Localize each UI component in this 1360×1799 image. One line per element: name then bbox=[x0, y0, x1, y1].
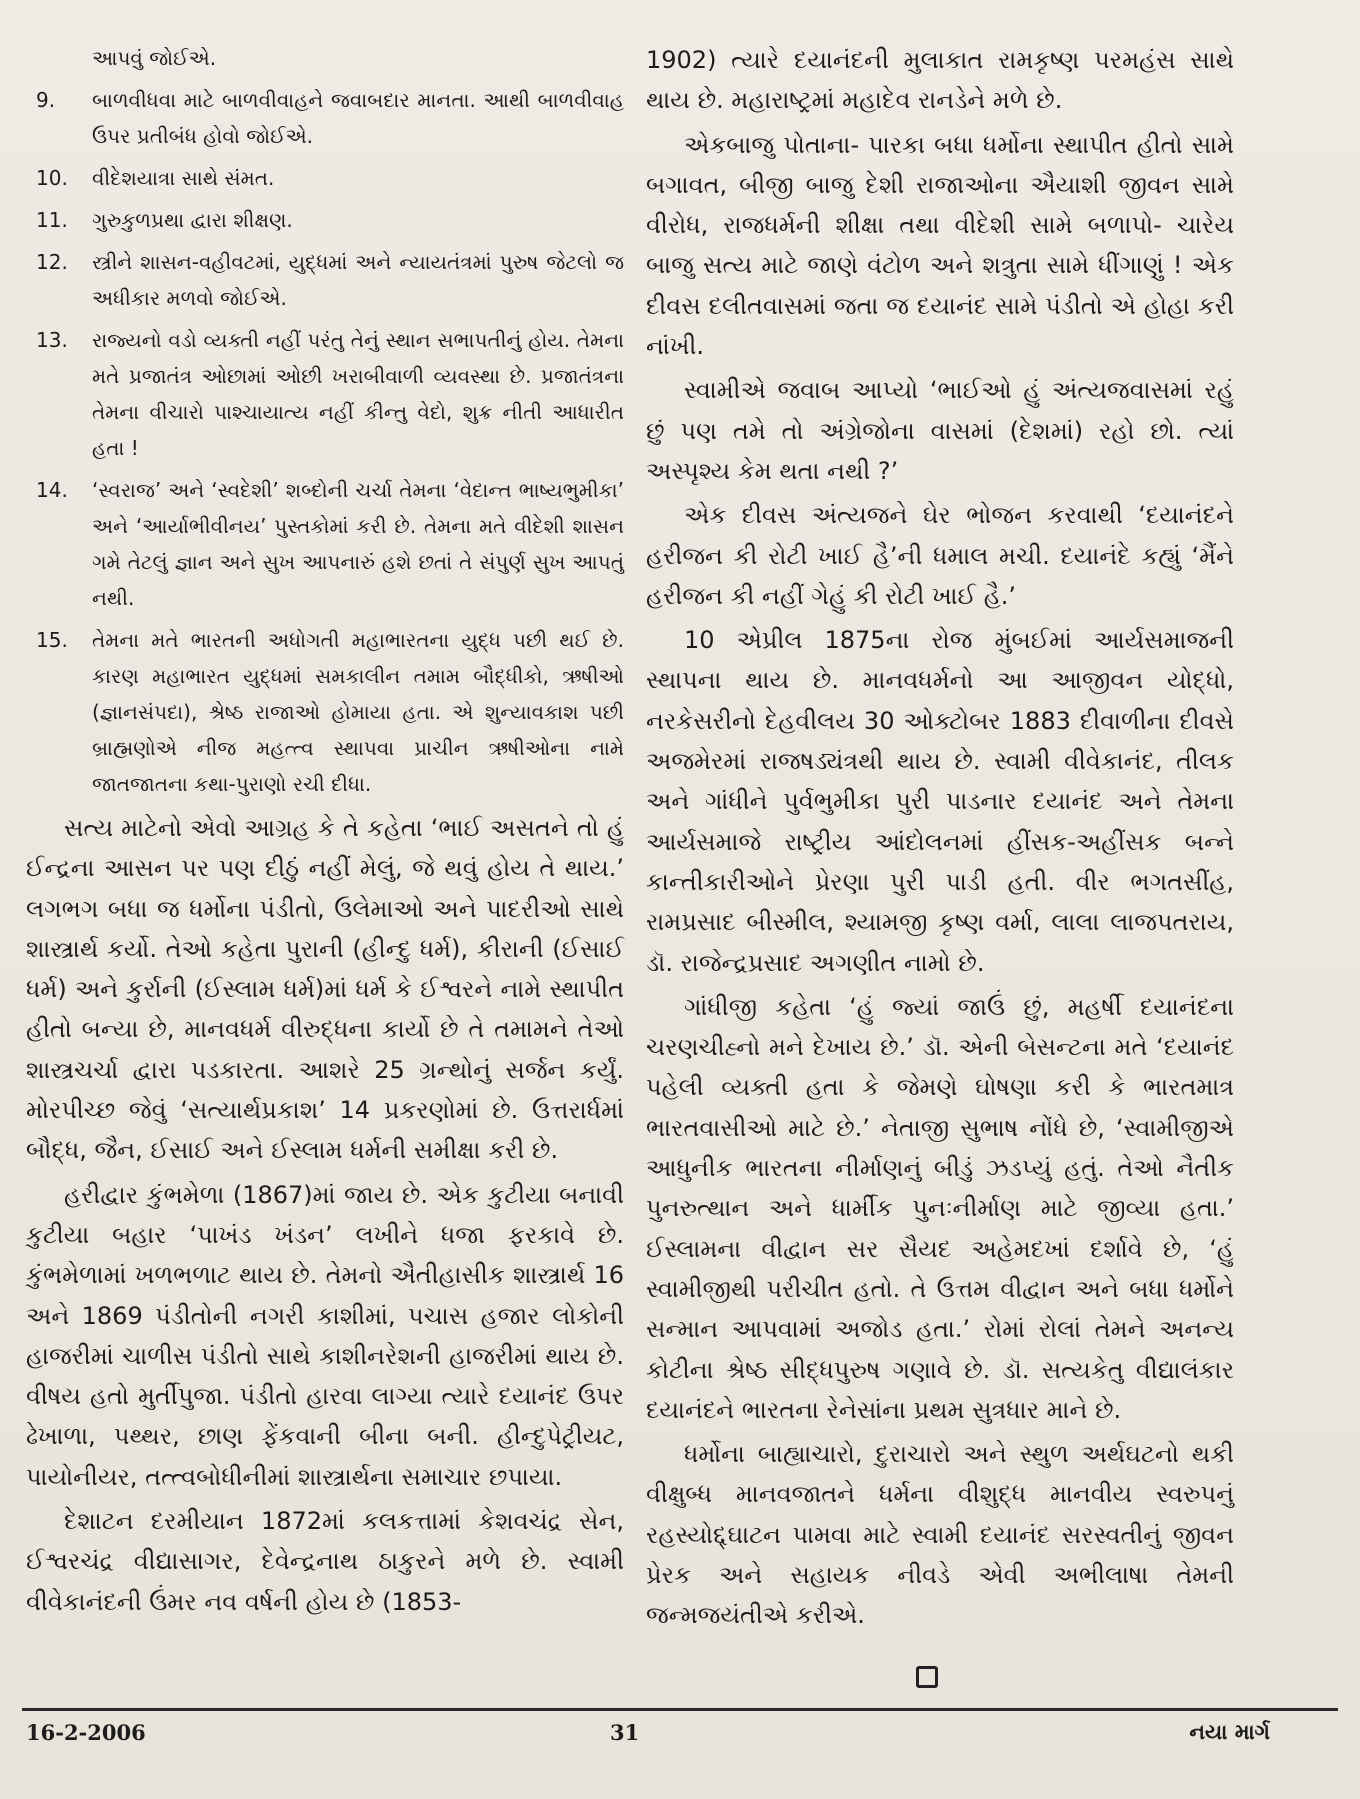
list-item bbox=[26, 622, 624, 802]
body-paragraph: એક દીવસ અંત્યજને ઘેર ભોજન કરવાથી ‘દયાનંદને હરીજન કી રોટી ખાઈ હૈ’ની ધમાલ મચી. દયાનંદે કહ્યું ‘મૈંને હરીજન કી નહીં ગેહું કી રોટી ખાઈ હૈ.’ bbox=[646, 501, 1234, 610]
list-item bbox=[26, 244, 624, 316]
body-paragraph-continuation: 1902) ત્યારે દયાનંદની મુલાકાત રામકૃષ્ણ પરમહંસ સાથે થાય છે. મહારાષ્ટ્રમાં મહાદેવ રાનડેને મળે છે. bbox=[646, 46, 1234, 115]
body-paragraph: ધર્મોના બાહ્યાચારો, દુરાચારો અને સ્થુળ અર્થઘટનો થકી વીક્ષુબ્ધ માનવજાતને ધર્મના વીશુદ્ધ માનવીય સ્વરુપનું રહસ્યોદ્દ્ઘાટન પામવા માટે સ્વામી દયાનંદ સરસ્વતીનું જીવન પ્રેરક અને સહાયક નીવડે એવી અભીલાષા તેમની જન્મજયંતીએ કરીએ. bbox=[646, 1440, 1234, 1630]
publication-name: નયા માર્ગ bbox=[1189, 1720, 1270, 1744]
list-text: વીદેશયાત્રા સાથે સંમત. bbox=[92, 166, 275, 190]
right-column bbox=[646, 40, 1234, 1640]
page-number: 31 bbox=[610, 1720, 640, 1745]
body-paragraph: એકબાજુ પોતાના- પારકા બધા ધર્મોના સ્થાપીત હીતો સામે બગાવત, બીજી બાજુ દેશી રાજાઓના ઐયાશી જીવન સામે વીરોધ, રાજધર્મની શીક્ષા તથા વીદેશી સામે બળાપો- ચારેય બાજુ સત્ય માટે જાણે વંટોળ અને શત્રુતા સામે ધીંગાણું ! એક દીવસ દલીતવાસમાં જતા જ દયાનંદ સામે પંડીતો એ હોહા કરી નાંખી. bbox=[646, 130, 1234, 361]
list-number: 12. bbox=[36, 250, 68, 274]
body-paragraph: 10 એપ્રીલ 1875ના રોજ મુંબઈમાં આર્યસમાજની સ્થાપના થાય છે. માનવધર્મનો આ આજીવન યોદ્ધો, નરકેસરીનો દેહવીલય 30 ઓક્ટોબર 1883 દીવાળીના દીવસે અજમેરમાં રાજષડ્યંત્રથી થાય છે. સ્વામી વીવેકાનંદ, તીલક અને ગાંધીને પુર્વભુમીકા પુરી પાડનાર દયાનંદ અને તેમના આર્યસમાજે રાષ્ટ્રીય આંદોલનમાં હીંસક-અહીંસક બન્ને કાન્તીકારીઓને પ્રેરણા પુરી પાડી હતી. વીર ભગતસીંહ, રામપ્રસાદ બીસ્મીલ, શ્યામજી કૃષ્ણ વર્મા, લાલા લાજપતરાય, ડૉ. રાજેન્દ્રપ્રસાદ અગણીત નામો છે. bbox=[646, 626, 1234, 977]
list-number: 9. bbox=[36, 88, 56, 112]
list-number: 15. bbox=[36, 628, 68, 652]
body-paragraph: સત્ય માટેનો એવો આગ્રહ કે તે કહેતા ‘ભાઈ અસતને તો હું ઈન્દ્રના આસન પર પણ દીઠું નહીં મેલું, જે થવું હોય તે થાય.’ લગભગ બધા જ ધર્મોના પંડીતો, ઉલેમાઓ અને પાદરીઓ સાથે શાસ્ત્રાર્થ કર્યો. તેઓ કહેતા પુરાની (હીન્દુ ધર્મ), કીરાની (ઈસાઈ ધર્મ) અને કુર્રાની (ઈસ્લામ ધર્મ)માં ધર્મ કે ઈશ્વરને નામે સ્થાપીત હીતો બન્યા છે, માનવધર્મ વીરુદ્ધના કાર્યો છે તે તમામને તેઓ શાસ્ત્રચર્ચા દ્વારા પડકારતા. આશરે 25 ગ્રન્થોનું સર્જન કર્યું. મોરપીચ્છ જેવું ‘સત્યાર્થપ્રકાશ’ 14 પ્રકરણોમાં છે. ઉત્તરાર્ધમાં બૌદ્ધ, જૈન, ઈસાઈ અને ઈસ્લામ ધર્મની સમીક્ષા કરી છે. bbox=[26, 814, 624, 1165]
body-paragraph: દેશાટન દરમીયાન 1872માં કલકત્તામાં કેશવચંદ્ર સેન, ઈશ્વરચંદ્ર વીદ્યાસાગર, દેવેન્દ્રનાથ ઠાકુરને મળે છે. સ્વામી વીવેકાનંદની ઉંમર નવ વર્ષની હોય છે (1853- bbox=[26, 1507, 624, 1616]
end-of-article-square-icon bbox=[916, 1666, 938, 1688]
list-item bbox=[26, 82, 624, 154]
list-item bbox=[26, 472, 624, 616]
list-number: 13. bbox=[36, 328, 68, 352]
list-text: તેમના મતે ભારતની અધોગતી મહાભારતના યુદ્ધ પછી થઈ છે. કારણ મહાભારત યુદ્ધમાં સમકાલીન તમામ બૌદ્ધીકો, ઋષીઓ (જ્ઞાનસંપદા), શ્રેષ્ઠ રાજાઓ હોમાયા હતા. એ શુન્યાવકાશ પછી બ્રાહ્મણોએ નીજ મહત્ત્વ સ્થાપવા પ્રાચીન ઋષીઓના નામે જાતજાતના કથા-પુરાણો રચી દીધા. bbox=[92, 628, 624, 796]
footer-divider bbox=[22, 1708, 1338, 1711]
list-text: સ્ત્રીને શાસન-વહીવટમાં, યુદ્ધમાં અને ન્યાયતંત્રમાં પુરુષ જેટલો જ અધીકાર મળવો જોઈએ. bbox=[92, 250, 624, 310]
body-paragraph: સ્વામીએ જવાબ આપ્યો ‘ભાઈઓ હું અંત્યજવાસમાં રહું છું પણ તમે તો અંગ્રેજોના વાસમાં (દેશમાં) રહો છો. ત્યાં અસ્પૃશ્ય કેમ થતા નથી ?’ bbox=[646, 376, 1234, 485]
footer-date: 16-2-2006 bbox=[26, 1720, 146, 1745]
list-text: રાજ્યનો વડો વ્યક્તી નહીં પરંતુ તેનું સ્થાન સભાપતીનું હોય. તેમના મતે પ્રજાતંત્ર ઓછામાં ઓછી ખરાબીવાળી વ્યવસ્થા છે. પ્રજાતંત્રના તેમના વીચારો પાશ્ચાયાત્ય નહીં કીન્તુ વેદો, શુક્ર નીતી આધારીત હતા ! bbox=[92, 328, 624, 460]
list-number: 11. bbox=[36, 208, 68, 232]
list-item bbox=[26, 202, 624, 238]
list-item bbox=[26, 322, 624, 466]
list-number: 14. bbox=[36, 478, 68, 502]
list-text: ગુરુકુળપ્રથા દ્વારા શીક્ષણ. bbox=[92, 208, 293, 232]
list-lead-text: આપવું જોઈએ. bbox=[92, 46, 217, 70]
body-paragraph: ગાંધીજી કહેતા ‘હું જ્યાં જાઉં છું, મહર્ષી દયાનંદના ચરણચીહ્નો મને દેખાય છે.’ ડૉ. એની બેસન્ટના મતે ‘દયાનંદ પહેલી વ્યક્તી હતા કે જેમણે ઘોષણા કરી કે ભારતમાત્ર ભારતવાસીઓ માટે છે.’ નેતાજી સુભાષ નોંધે છે, ‘સ્વામીજીએ આધુનીક ભારતના નીર્માણનું બીડું ઝડપ્યું હતું. તેઓ નૈતીક પુનરુત્થાન અને ધાર્મીક પુનઃનીર્માણ માટે જીવ્યા હતા.’ ઈસ્લામના વીદ્વાન સર સૈયદ અહેમદખાં દર્શાવે છે, ‘હું સ્વામીજીથી પરીચીત હતો. તે ઉત્તમ વીદ્વાન અને બધા ધર્મોને સન્માન આપવામાં અજોડ હતા.’ રોમાં રોલાં તેમને અનન્ય કોટીના શ્રેષ્ઠ સીદ્ધપુરુષ ગણાવે છે. ડૉ. સત્યકેતુ વીદ્યાલંકાર દયાનંદને ભારતના રેનેસાંના પ્રથમ સુત્રધાર માને છે. bbox=[646, 992, 1234, 1424]
list-text: બાળવીધવા માટે બાળવીવાહને જવાબદાર માનતા. આથી બાળવીવાહ ઉપર પ્રતીબંધ હોવો જોઈએ. bbox=[92, 88, 624, 148]
list-number: 10. bbox=[36, 166, 68, 190]
list-text: ‘સ્વરાજ’ અને ‘સ્વદેશી’ શબ્દોની ચર્ચા તેમના ‘વેદાન્ત ભાષ્યભુમીકા’ અને ‘આર્યાભીવીનય’ પુસ્તકોમાં કરી છે. તેમના મતે વીદેશી શાસન ગમે તેટલું જ્ઞાન અને સુખ આપનારું હશે છતાં તે સંપુર્ણ સુખ આપતું નથી. bbox=[92, 478, 624, 610]
list-item bbox=[26, 160, 624, 196]
left-column bbox=[26, 40, 624, 1626]
body-paragraph: હરીદ્વાર કુંભમેળા (1867)માં જાય છે. એક કુટીયા બનાવી કુટીયા બહાર ‘પાખંડ ખંડન’ લખીને ધજા ફરકાવે છે. કુંભમેળામાં ખળભળાટ થાય છે. તેમનો ઐતીહાસીક શાસ્ત્રાર્થ 16 અને 1869 પંડીતોની નગરી કાશીમાં, પચાસ હજાર લોકોની હાજરીમાં ચાળીસ પંડીતો સાથે કાશીનરેશની હાજરીમાં થાય છે. વીષય હતો મુર્તીપુજા. પંડીતો હારવા લાગ્યા ત્યારે દયાનંદ ઉપર ઢેખાળા, પથ્થર, છાણ ફેંકવાની બીના બની. હીન્દુપેટ્રીયટ, પાયોનીયર, તત્ત્વબોધીનીમાં શાસ્ત્રાર્થના સમાચાર છપાયા. bbox=[26, 1180, 624, 1491]
